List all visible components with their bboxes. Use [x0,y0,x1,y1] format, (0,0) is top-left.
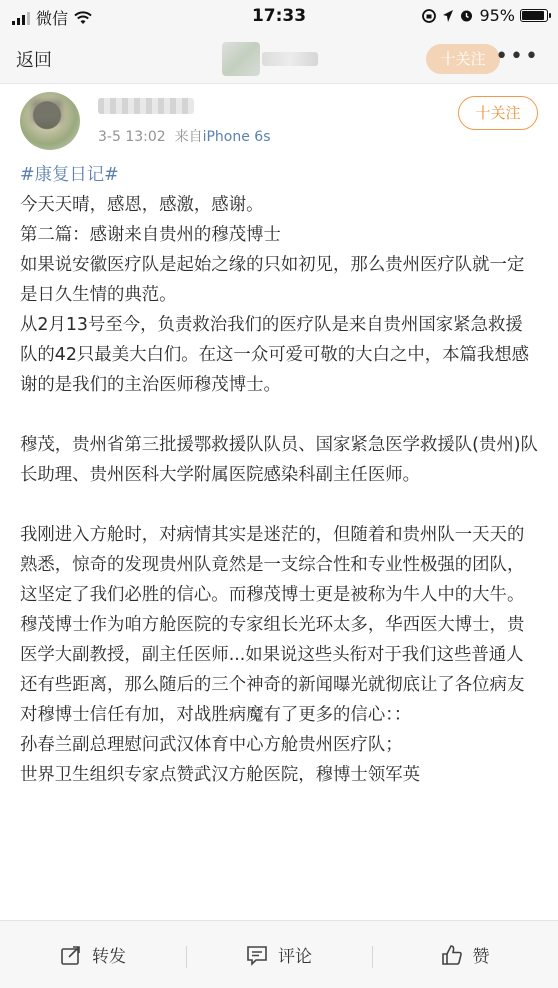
post-line: 从2月13号至今，负责救治我们的医疗队是来自贵州国家紧急救援队的42只最美大白们。在这一众可爱可敬的大白之中，本篇我想感谢的是我们的主治医师穆茂博士。 [20,315,530,395]
nav-username-blurred [262,52,318,66]
alarm-icon [459,8,474,23]
location-icon [442,9,454,23]
status-bar [0,0,558,34]
post-line: 今天天晴，感恩，感激，感谢。 [20,195,264,215]
nav-avatar [222,42,260,76]
post-header [0,86,558,152]
like-label: 赞 [472,947,490,967]
post-content [20,160,540,920]
back-button[interactable]: 返回 [16,50,52,71]
nav-bar [0,34,558,84]
post-line: 穆茂，贵州省第三批援鄂救援队队员、国家紧急医学救援队(贵州)队长助理、贵州医科大学附属医院感染科副主任医师。 [20,435,538,485]
post-source-prefix: 来自 [174,129,203,145]
status-time: 17:33 [251,6,307,26]
post-line: 世界卫生组织专家点赞武汉方舱医院，穆博士领军英 [20,765,420,785]
nav-follow-button[interactable]: 十关注 [426,44,500,74]
more-button[interactable]: ••• [495,44,540,69]
carrier-label: 微信 [36,9,69,28]
username-blurred[interactable] [98,98,194,114]
action-bar [0,920,558,988]
repost-label: 转发 [92,947,126,967]
comment-icon [246,944,268,966]
post-line: 孙春兰副总理慰问武汉体育中心方舱贵州医疗队； [20,735,403,755]
blank-line [20,400,540,430]
post-line: 如果说安徽医疗队是起始之缘的只如初见，那么贵州医疗队就一定是日久生情的典范。 [20,255,525,305]
thumbs-up-icon [441,944,463,966]
rotation-lock-icon [421,8,437,24]
repost-button[interactable] [0,942,186,967]
hashtag-link[interactable]: #康复日记# [20,165,119,185]
repost-icon [60,944,82,966]
comment-button[interactable] [186,942,372,967]
post-meta [98,126,271,146]
like-button[interactable] [372,942,558,967]
post-source[interactable]: iPhone 6s [202,129,271,145]
post-line: 我刚进入方舱时，对病情其实是迷茫的，但随着和贵州队一天天的熟悉，惊奇的发现贵州队竟然是一支综合性和专业性极强的团队，这坚定了我们必胜的信心。而穆茂博士更是被称为牛人中的大牛。穆茂博士作为咱方舱医院的专家组长光环太多，华西医大博士，贵医学大副教授，副主任医师...如果说这些头衔对于我们这些普通人还有些距离，那么随后的三个神奇的新闻曝光就彻底让了各位病友对穆博士信任有加，对战胜病魔有了更多的信心：： [20,525,525,725]
post-line: 第二篇：感谢来自贵州的穆茂博士 [20,225,281,245]
follow-button[interactable]: 十关注 [458,96,538,130]
blank-line [20,490,540,520]
avatar[interactable] [20,92,80,150]
battery-icon [520,9,548,22]
comment-label: 评论 [278,947,312,967]
post-date: 3-5 13:02 [98,129,166,145]
battery-percent: 95% [479,6,515,25]
